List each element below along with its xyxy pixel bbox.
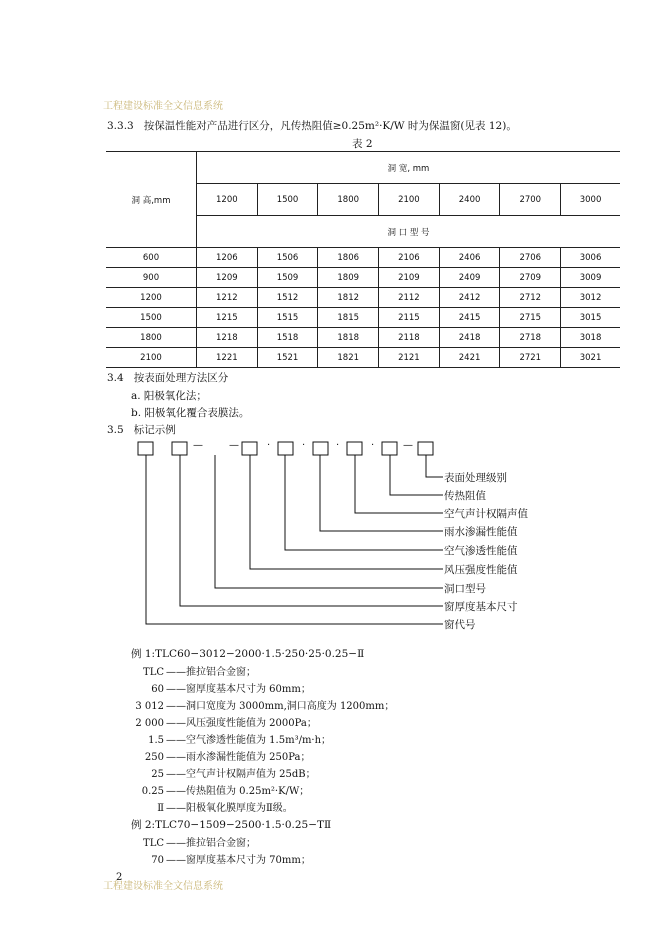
example-desc: ——推拉铝合金窗；: [166, 838, 256, 849]
table-cell: 1515: [257, 308, 318, 328]
table-cell: 2709: [500, 268, 561, 288]
code-dot: ·: [302, 440, 306, 451]
watermark-top: 工程建设标准全文信息系统: [103, 101, 223, 112]
table-cell: 1506: [257, 248, 318, 268]
watermark-bottom: 工程建设标准全文信息系统: [103, 881, 223, 892]
section-text: 按表面处理方法区分: [133, 372, 229, 384]
row-height-cell: 1800: [106, 328, 197, 348]
table-cell: 2715: [500, 308, 561, 328]
table-cell: 2406: [439, 248, 500, 268]
type-header: 洞 口 型 号: [197, 216, 621, 248]
width-col: 1200: [197, 184, 258, 216]
width-col: 3000: [561, 184, 620, 216]
example-abbr: 0.25: [141, 786, 164, 797]
example-item: [104, 714, 317, 729]
table-cell: 3009: [561, 268, 620, 288]
table-cell: 1221: [197, 348, 258, 368]
example-item: [104, 748, 311, 763]
table-cell: 1209: [197, 268, 258, 288]
code-box: [278, 442, 293, 455]
code-dot: ·: [336, 440, 340, 451]
row-height-cell: 600: [106, 248, 197, 268]
example-abbr: Ⅱ: [157, 803, 164, 814]
table-cell: 1218: [197, 328, 258, 348]
table-cell: 3021: [561, 348, 620, 368]
code-box: [172, 442, 187, 455]
table-cell: 1815: [318, 308, 379, 328]
width-col: 1500: [257, 184, 318, 216]
table-cell: 2118: [379, 328, 440, 348]
width-col: 1800: [318, 184, 379, 216]
code-box: [347, 442, 362, 455]
table-cell: 2106: [379, 248, 440, 268]
diagram-label: 表面处理级别: [444, 472, 507, 484]
table-cell: 1212: [197, 288, 258, 308]
example-abbr: 2 000: [135, 718, 164, 729]
row-header: 洞 高,mm: [106, 152, 197, 248]
example-item: [104, 799, 293, 814]
table-cell: 2409: [439, 268, 500, 288]
item-b: b. 阳极氧化覆合表膜法。: [131, 407, 250, 419]
example-item: [104, 697, 394, 712]
table-cell: 2718: [500, 328, 561, 348]
example-1-title: 例 1:TLC60−3012−2000·1.5·250·25·0.25−Ⅱ: [131, 648, 365, 660]
diagram-label: 传热阻值: [444, 490, 486, 502]
example-item: [104, 680, 311, 695]
table-cell: 1215: [197, 308, 258, 328]
example-abbr: 25: [151, 769, 164, 780]
example-abbr: 70: [151, 855, 164, 866]
row-height-cell: 1200: [106, 288, 197, 308]
code-dash: —: [403, 440, 413, 451]
table-cell: 1812: [318, 288, 379, 308]
table-cell: 2418: [439, 328, 500, 348]
example-abbr: TLC: [143, 838, 164, 849]
table-cell: 2415: [439, 308, 500, 328]
item-a: a. 阳极氧化法；: [131, 390, 207, 402]
page-number: 2: [116, 872, 123, 883]
diagram-label: 窗厚度基本尺寸: [444, 601, 518, 613]
table-cell: 2112: [379, 288, 440, 308]
table-cell: 2712: [500, 288, 561, 308]
table-cell: 2421: [439, 348, 500, 368]
section-number: 3.3.3: [107, 120, 134, 132]
width-header: 洞 宽, mm: [197, 152, 621, 184]
code-box: [313, 442, 328, 455]
diagram-label: 雨水渗漏性能值: [444, 526, 518, 538]
section-number: 3.5: [107, 424, 124, 436]
example-2-title: 例 2:TLC70−1509−2500·1.5·0.25−TⅡ: [131, 819, 332, 831]
table-cell: 3006: [561, 248, 620, 268]
code-box: [418, 442, 433, 455]
code-box: [382, 442, 397, 455]
table-cell: 1806: [318, 248, 379, 268]
table-cell: 2706: [500, 248, 561, 268]
code-dot: ·: [267, 440, 271, 451]
width-col: 2700: [500, 184, 561, 216]
width-col: 2400: [439, 184, 500, 216]
table-cell: 1509: [257, 268, 318, 288]
example-desc: ——传热阻值为 0.25m²·K/W；: [166, 786, 310, 797]
table-cell: 1818: [318, 328, 379, 348]
width-col: 2100: [379, 184, 440, 216]
example-abbr: 1.5: [148, 735, 164, 746]
example-item: [104, 663, 256, 678]
diagram-label: 风压强度性能值: [444, 564, 518, 576]
diagram-label: 窗代号: [444, 619, 476, 631]
table-cell: 3018: [561, 328, 620, 348]
example-abbr: 3 012: [135, 701, 164, 712]
section-number: 3.4: [107, 372, 124, 384]
example-desc: ——空气声计权隔声值为 25dB；: [166, 769, 316, 780]
row-height-cell: 2100: [106, 348, 197, 368]
example-desc: ——阳极氧化膜厚度为Ⅱ级。: [166, 803, 293, 814]
example-item: [104, 834, 256, 849]
table-cell: 1809: [318, 268, 379, 288]
code-dash: —: [193, 440, 203, 451]
row-height-cell: 900: [106, 268, 197, 288]
diagram-label: 洞口型号: [444, 583, 486, 595]
table-caption: 表 2: [352, 138, 373, 150]
table-cell: 2721: [500, 348, 561, 368]
example-item: [104, 731, 331, 746]
example-desc: ——风压强度性能值为 2000Pa；: [166, 718, 317, 729]
example-item: [104, 782, 309, 797]
example-item: [104, 851, 311, 866]
example-desc: ——洞口宽度为 3000mm,洞口高度为 1200mm；: [166, 701, 395, 712]
table-cell: 1821: [318, 348, 379, 368]
example-desc: ——窗厚度基本尺寸为 70mm；: [166, 855, 311, 866]
example-desc: ——雨水渗漏性能值为 250Pa；: [166, 752, 311, 763]
table-cell: 3015: [561, 308, 620, 328]
table-cell: 1518: [257, 328, 318, 348]
code-dot: ·: [371, 440, 375, 451]
example-desc: ——推拉铝合金窗；: [166, 667, 256, 678]
example-item: [104, 765, 316, 780]
table-cell: 1206: [197, 248, 258, 268]
table-cell: 3012: [561, 288, 620, 308]
code-box: [242, 442, 257, 455]
table-cell: 2109: [379, 268, 440, 288]
table-cell: 2412: [439, 288, 500, 308]
diagram-label: 空气声计权隔声值: [444, 508, 528, 520]
diagram-label: 空气渗透性能值: [444, 545, 518, 557]
example-desc: ——空气渗透性能值为 1.5m³/m·h；: [166, 735, 332, 746]
section-text: 按保温性能对产品进行区分，凡传热阻值≥0.25m²·K/W 时为保温窗(见表 12)。: [143, 120, 517, 132]
code-box: [138, 442, 153, 455]
row-height-cell: 1500: [106, 308, 197, 328]
section-text: 标记示例: [133, 424, 176, 436]
code-dash: —: [229, 440, 239, 451]
example-abbr: 250: [144, 752, 164, 763]
table-cell: 2115: [379, 308, 440, 328]
table-cell: 1521: [257, 348, 318, 368]
table-cell: 2121: [379, 348, 440, 368]
table-cell: 1512: [257, 288, 318, 308]
example-abbr: 60: [151, 684, 164, 695]
example-desc: ——窗厚度基本尺寸为 60mm；: [166, 684, 311, 695]
example-abbr: TLC: [143, 667, 164, 678]
